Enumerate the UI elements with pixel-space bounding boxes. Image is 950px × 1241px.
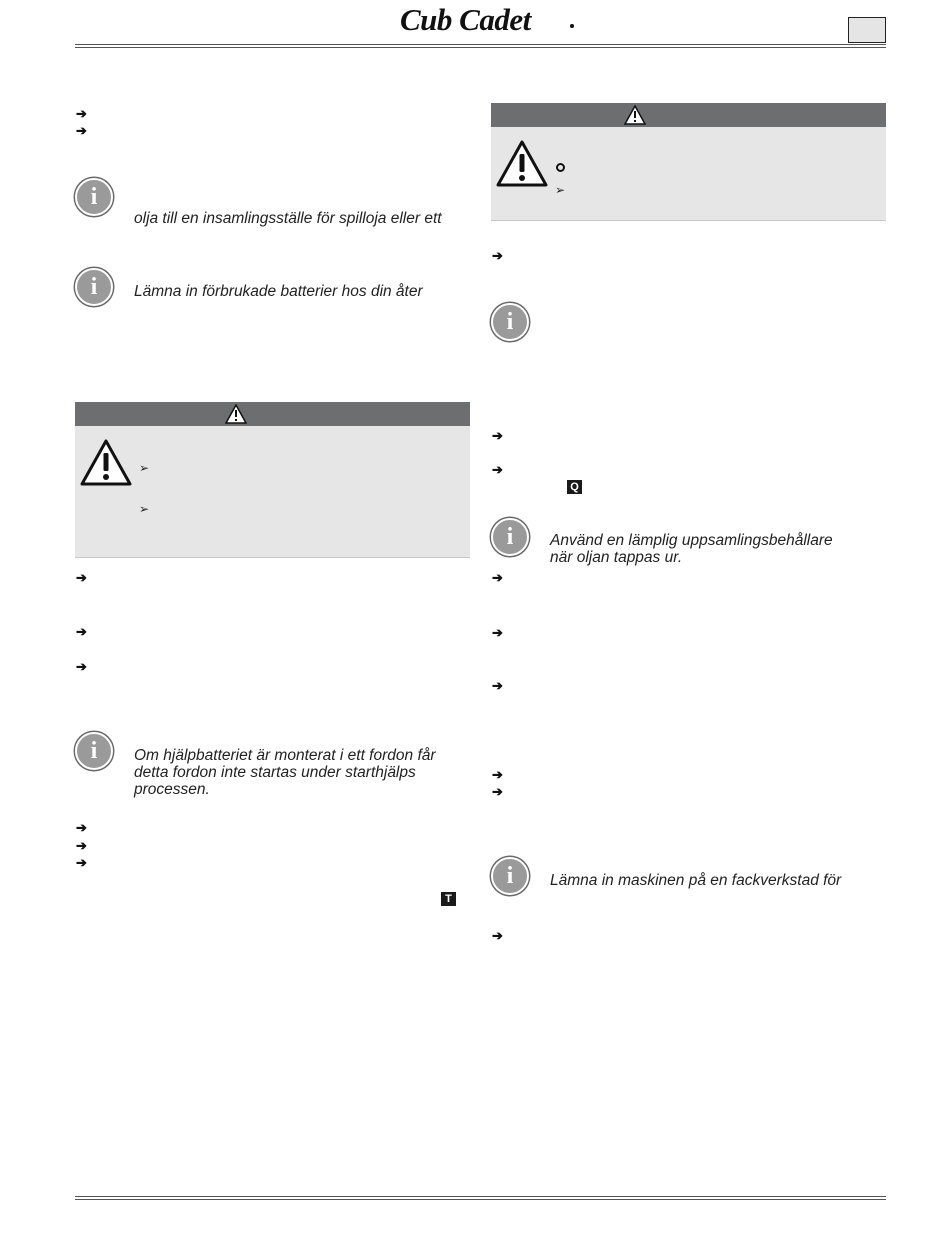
brand-logo-dot bbox=[570, 24, 574, 28]
right-arrow-icon: ➔ bbox=[492, 462, 503, 477]
right-arrow-icon: ➔ bbox=[492, 625, 503, 640]
right-arrow-icon: ➔ bbox=[492, 678, 503, 693]
right-arrow-icon: ➔ bbox=[492, 784, 503, 799]
chevron-bullet-icon: ➢ bbox=[139, 461, 150, 475]
right-arrow-icon: ➔ bbox=[76, 123, 87, 138]
right-arrow-icon: ➔ bbox=[76, 838, 87, 853]
note-oil-disposal: olja till en insamlingsställe för spilloja eller ett bbox=[134, 210, 442, 227]
right-arrow-icon: ➔ bbox=[76, 106, 87, 121]
warning-triangle-icon bbox=[496, 139, 548, 187]
right-arrow-icon: ➔ bbox=[492, 248, 503, 263]
footer-rule-thin bbox=[75, 1199, 886, 1200]
right-arrow-icon: ➔ bbox=[76, 570, 87, 585]
info-icon: i bbox=[491, 303, 529, 341]
footer-rule bbox=[75, 1196, 886, 1197]
info-icon: i bbox=[75, 268, 113, 306]
note-jumpstart-line-2: detta fordon inte startas under starthjälps bbox=[134, 764, 416, 781]
note-container-line-1: Använd en lämplig uppsamlingsbehållare bbox=[550, 532, 833, 549]
header-rule-thin bbox=[75, 47, 886, 48]
note-battery-disposal: Lämna in förbrukade batterier hos din åter bbox=[134, 283, 423, 300]
right-arrow-icon: ➔ bbox=[492, 767, 503, 782]
note-workshop: Lämna in maskinen på en fackverkstad för bbox=[550, 872, 842, 889]
warning-body bbox=[491, 127, 886, 221]
info-icon: i bbox=[75, 178, 113, 216]
right-arrow-icon: ➔ bbox=[492, 570, 503, 585]
page-number-box bbox=[848, 17, 886, 43]
right-arrow-icon: ➔ bbox=[76, 624, 87, 639]
right-arrow-icon: ➔ bbox=[492, 928, 503, 943]
warning-triangle-icon bbox=[225, 404, 247, 424]
right-arrow-icon: ➔ bbox=[492, 428, 503, 443]
warning-header-bar bbox=[75, 402, 470, 426]
circular-bullet-icon bbox=[556, 163, 565, 172]
note-container-line-2: när oljan tappas ur. bbox=[550, 549, 683, 566]
warning-body bbox=[75, 426, 470, 558]
right-arrow-icon: ➔ bbox=[76, 659, 87, 674]
warning-triangle-icon bbox=[624, 105, 646, 125]
warning-triangle-icon bbox=[80, 438, 132, 486]
warning-header-bar bbox=[491, 103, 886, 127]
figure-reference-label: Q bbox=[567, 480, 582, 494]
info-icon: i bbox=[491, 518, 529, 556]
right-arrow-icon: ➔ bbox=[76, 820, 87, 835]
chevron-bullet-icon: ➢ bbox=[555, 183, 566, 197]
header-rule bbox=[75, 44, 886, 45]
figure-reference-label: T bbox=[441, 892, 456, 906]
brand-logo: Cub Cadet bbox=[400, 2, 531, 37]
info-icon: i bbox=[75, 732, 113, 770]
chevron-bullet-icon: ➢ bbox=[139, 502, 150, 516]
note-jumpstart-line-1: Om hjälpbatteriet är monterat i ett fordon får bbox=[134, 747, 436, 764]
right-arrow-icon: ➔ bbox=[76, 855, 87, 870]
note-jumpstart-line-3: processen. bbox=[134, 781, 210, 798]
info-icon: i bbox=[491, 857, 529, 895]
